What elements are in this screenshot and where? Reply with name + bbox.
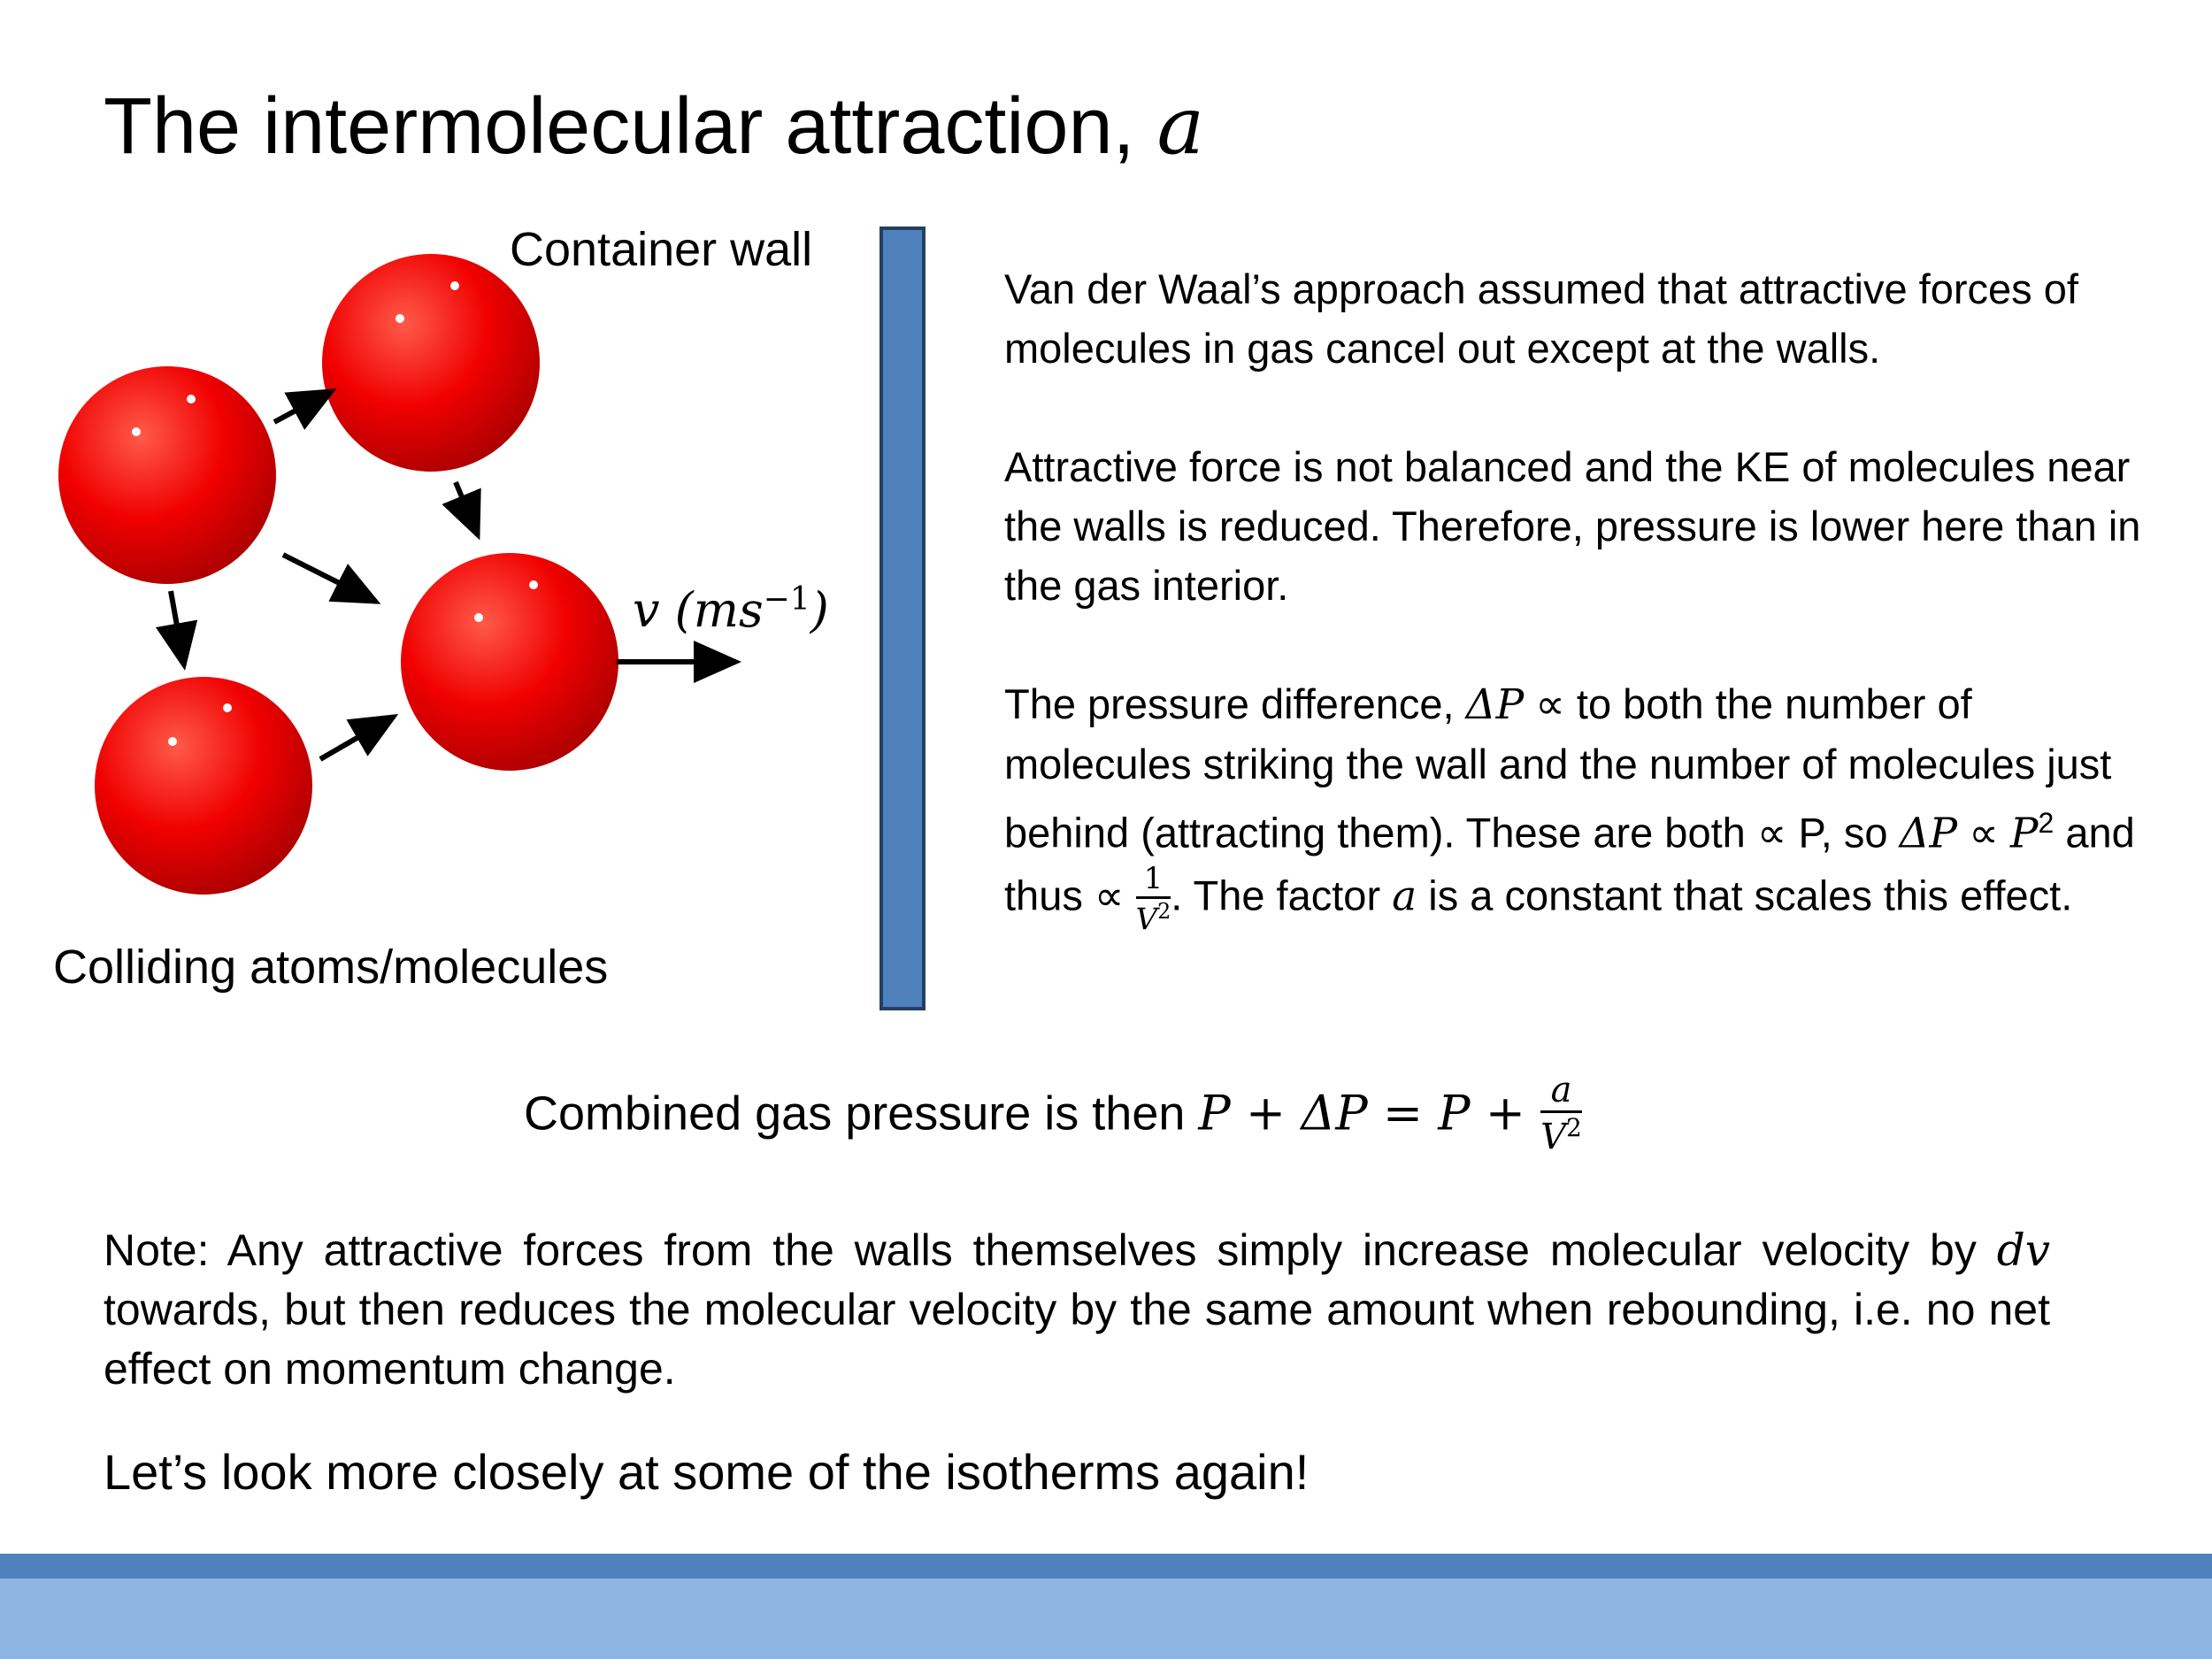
note-rest: towards, but then reduces the molecular velocity by the same amount when rebounding, i.e. no net effect on momentum change.: [104, 1285, 2050, 1394]
slide-title: [104, 80, 1205, 173]
combined-denominator: V: [1540, 1117, 1567, 1158]
paragraph-1: Van der Waal’s approach assumed that attractive forces of molecules in gas cancel out except at the walls.: [1004, 265, 2078, 372]
footer-band-light: [0, 1578, 2212, 1659]
fraction-numerator: 1: [1136, 864, 1171, 899]
combined-exponent: 2: [1566, 1113, 1582, 1142]
velocity-label: [633, 581, 829, 638]
footer-band-dark: [0, 1554, 2212, 1578]
p3-b: ∝ to both the number of molecules striking the wall and the number of molecules just behind (attracting them). These are both ∝ P, so: [1004, 680, 2112, 856]
p3-d: . The factor: [1171, 872, 1393, 919]
molecule-bottom: [95, 677, 312, 895]
title-text: The intermolecular attraction,: [104, 82, 1157, 171]
combined-numerator: a: [1540, 1072, 1582, 1113]
note-main: Note: Any attractive forces from the walls themselves simply increase molecular velocity by: [104, 1225, 1997, 1275]
note-dv: dv: [1996, 1225, 2050, 1276]
arrow-bottom-to-center: [320, 717, 394, 759]
paragraph-3: [1004, 674, 2146, 937]
p3-delta-p-2: ΔP: [1899, 809, 1958, 858]
p3-c: and thus ∝: [1004, 809, 2135, 919]
title-symbol: a: [1156, 80, 1205, 173]
closing-line: Let’s look more closely at some of the isotherms again!: [104, 1444, 1310, 1500]
p3-delta-p: ΔP: [1465, 680, 1525, 729]
combined-pressure-equation: [524, 1070, 1582, 1158]
arrow-left-to-center: [283, 555, 376, 602]
fraction-denominator: V: [1135, 901, 1158, 937]
colliding-molecules-label: Colliding atoms/molecules: [53, 941, 609, 994]
p3-p2-exponent: 2: [2038, 807, 2055, 839]
p3-prop: ∝: [1957, 809, 2010, 856]
arrow-left-to-top: [274, 391, 332, 422]
p3-p2: P: [2009, 809, 2039, 858]
molecule-top: [322, 254, 540, 472]
arrow-top-to-center: [456, 482, 478, 535]
container-wall-label: Container wall: [510, 223, 813, 276]
container-wall: [879, 227, 926, 1010]
p3-a: The pressure difference,: [1004, 680, 1466, 727]
inverse-v-squared-fraction: [1135, 860, 1171, 937]
velocity-label-close: ): [810, 582, 829, 638]
combined-text: Combined gas pressure is then: [524, 1087, 1199, 1141]
paragraph-2: Attractive force is not balanced and the KE of molecules near the walls is reduced. Therefore, pressure is lower here than in the gas interior.: [1004, 443, 2141, 609]
p3-e: is a constant that scales this effect.: [1417, 872, 2073, 919]
note-text: [104, 1221, 2050, 1399]
combined-eq: P + ΔP = P +: [1198, 1085, 1541, 1141]
molecule-left: [58, 366, 276, 584]
explanation-text: [1004, 259, 2146, 937]
molecule-center: [401, 553, 618, 771]
a-over-v-squared-fraction: [1540, 1070, 1582, 1158]
p3-a-symbol: a: [1392, 872, 1417, 921]
fraction-exponent: 2: [1157, 898, 1171, 924]
velocity-exponent: −1: [763, 581, 810, 618]
velocity-label-text: v (ms: [633, 582, 764, 638]
arrow-left-to-bottom: [171, 591, 184, 665]
